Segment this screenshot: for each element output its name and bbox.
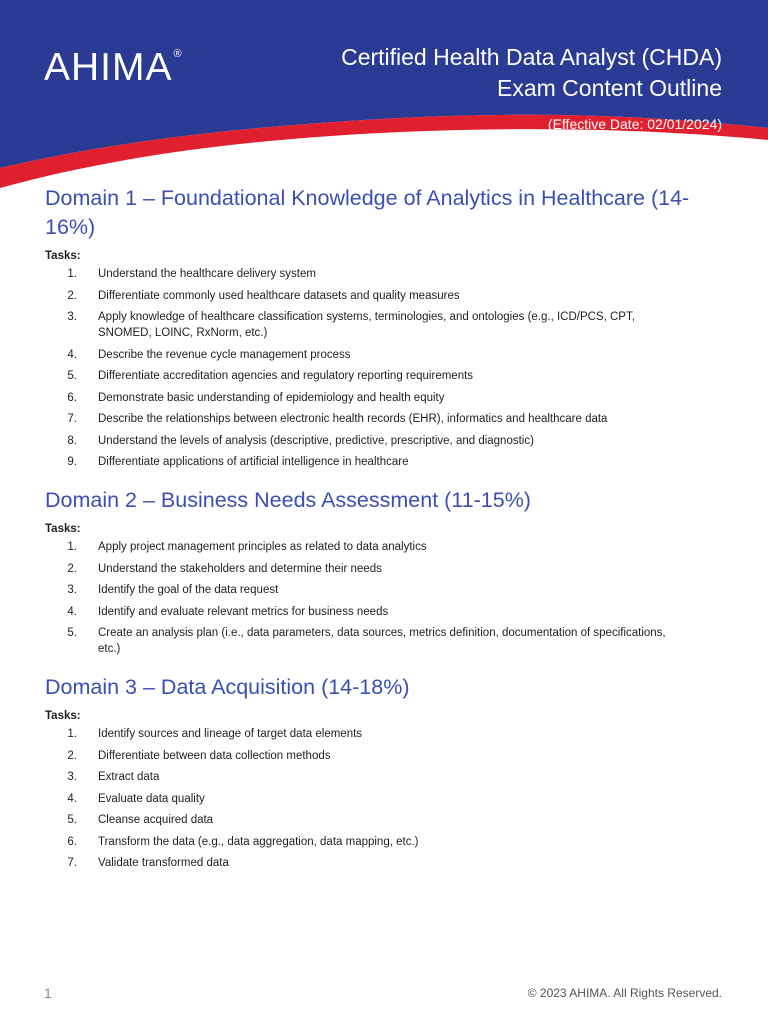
task-item — [45, 726, 725, 742]
task-text: Demonstrate basic understanding of epidemiology and health equity — [98, 391, 445, 404]
task-item — [45, 390, 725, 406]
task-text: Describe the revenue cycle management process — [98, 348, 351, 361]
task-item — [45, 748, 725, 764]
task-item — [45, 791, 725, 807]
task-item — [45, 834, 725, 850]
task-number: 4. — [67, 348, 77, 361]
task-number: 9. — [67, 456, 77, 468]
task-text: Differentiate applications of artificial intelligence in healthcare — [98, 456, 409, 468]
task-number: 2. — [67, 289, 77, 302]
task-item — [45, 309, 725, 341]
task-item — [45, 411, 725, 427]
task-number: 1. — [67, 268, 77, 280]
effective-date: (Effective Date: 02/01/2024) — [547, 116, 722, 132]
outline-content — [45, 184, 725, 887]
task-text: Understand the healthcare delivery system — [98, 268, 316, 280]
domain-section-1 — [45, 184, 725, 470]
domain-section-2 — [45, 486, 725, 657]
ahima-logo — [44, 46, 183, 90]
task-number: 5. — [67, 814, 77, 826]
task-text: Identify the goal of the data request — [98, 584, 279, 596]
task-number: 6. — [67, 835, 77, 848]
task-text: Extract data — [98, 771, 160, 783]
task-number: 4. — [67, 792, 77, 805]
task-number: 7. — [67, 413, 77, 425]
task-number: 2. — [67, 749, 77, 762]
document-title: Certified Health Data Analyst (CHDA) — [341, 44, 722, 70]
task-text: Evaluate data quality — [98, 792, 205, 805]
task-text: Identify sources and lineage of target data elements — [98, 728, 363, 740]
task-number: 1. — [67, 728, 77, 740]
task-item — [45, 582, 725, 598]
task-number: 5. — [67, 627, 77, 639]
domain-title: Domain 3 – Data Acquisition (14-18%) — [45, 675, 410, 699]
task-item — [45, 604, 725, 620]
task-item — [45, 288, 725, 304]
task-item — [45, 368, 725, 384]
task-item — [45, 812, 725, 828]
task-number: 1. — [67, 541, 77, 553]
task-text: Differentiate accreditation agencies and regulatory reporting requirements — [98, 370, 474, 382]
task-number: 6. — [67, 391, 77, 404]
logo-text: AHIMA — [44, 46, 173, 89]
copyright-notice: © 2023 AHIMA. All Rights Reserved. — [527, 986, 722, 1000]
task-number: 3. — [67, 584, 77, 596]
task-number: 3. — [67, 771, 77, 783]
task-text: Apply knowledge of healthcare classification systems, terminologies, and ontologies (e.g., ICD/PCS, CPT, SNOMED, LOINC, RxNorm, etc.) — [98, 311, 635, 339]
task-item — [45, 266, 725, 282]
task-item — [45, 769, 725, 785]
task-item — [45, 347, 725, 363]
tasks-label: Tasks: — [45, 250, 81, 262]
task-item — [45, 433, 725, 449]
task-number: 2. — [67, 562, 77, 575]
domain-title: Domain 2 – Business Needs Assessment (11-15%) — [45, 488, 531, 512]
task-number: 8. — [67, 434, 77, 447]
task-text: Describe the relationships between electronic health records (EHR), informatics and healthcare data — [98, 413, 608, 425]
domain-section-3 — [45, 673, 725, 871]
document-subtitle: Exam Content Outline — [496, 75, 722, 101]
task-text: Differentiate commonly used healthcare datasets and quality measures — [98, 289, 460, 302]
task-item — [45, 561, 725, 577]
task-text: Transform the data (e.g., data aggregation, data mapping, etc.) — [98, 835, 419, 848]
task-text: Cleanse acquired data — [98, 814, 214, 826]
task-number: 7. — [67, 857, 77, 869]
task-item — [45, 855, 725, 871]
document-title-block — [341, 42, 722, 132]
task-text: Understand the levels of analysis (descriptive, predictive, prescriptive, and diagnostic) — [98, 434, 534, 447]
task-number: 5. — [67, 370, 77, 382]
tasks-label: Tasks: — [45, 710, 81, 722]
task-item — [45, 454, 725, 470]
tasks-label: Tasks: — [45, 523, 81, 535]
registered-mark: ® — [173, 48, 183, 60]
task-item — [45, 625, 725, 657]
task-item — [45, 539, 725, 555]
task-text: Understand the stakeholders and determine their needs — [98, 562, 382, 575]
task-text: Validate transformed data — [98, 857, 229, 869]
task-text: Identify and evaluate relevant metrics for business needs — [98, 605, 389, 618]
domain-title: Domain 1 – Foundational Knowledge of Analytics in Healthcare (14-16%) — [45, 186, 690, 239]
task-text: Differentiate between data collection methods — [98, 749, 331, 762]
page-header — [0, 0, 768, 190]
task-number: 3. — [67, 311, 77, 323]
task-text: Apply project management principles as related to data analytics — [98, 541, 427, 553]
task-number: 4. — [67, 605, 77, 618]
page-number: 1 — [44, 985, 52, 1001]
task-text: Create an analysis plan (i.e., data parameters, data sources, metrics definition, documentation of specifications, etc.) — [98, 627, 666, 655]
